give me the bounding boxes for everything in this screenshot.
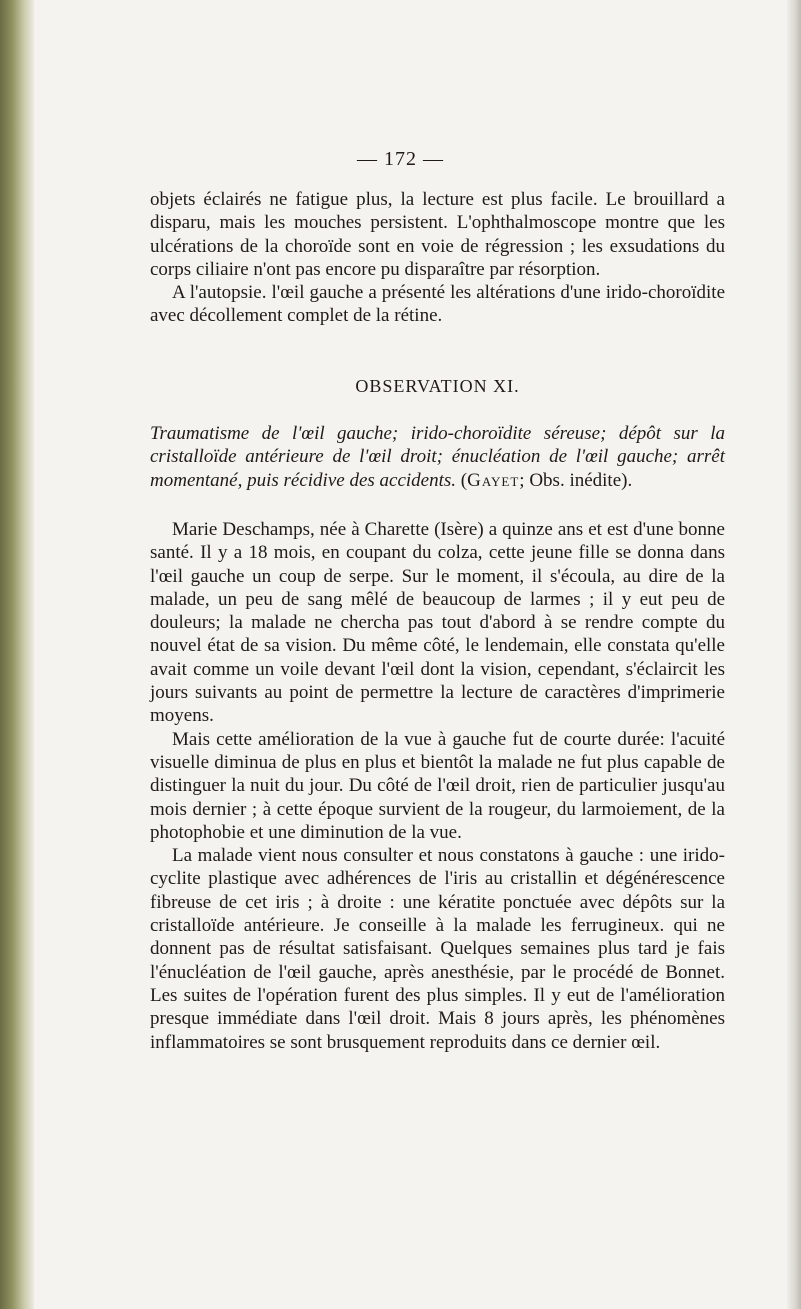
- page-text: [150, 188, 725, 1054]
- intro-paragraph-2: A l'autopsie. l'œil gauche a présenté les altérations d'une irido-choroïdite avec décollement complet de la rétine.: [150, 282, 725, 327]
- page-number: — 172 —: [357, 148, 444, 170]
- body-paragraph-2: Mais cette amélioration de la vue à gauche fut de courte durée: l'acuité visuelle diminua de plus en plus et bientôt la malade ne fut plus capable de distinguer la nuit du jour. Du côté de l'œil droit, rien de particulier jusqu'au mois dernier ; à cette époque survient de la rougeur, du larmoiement, de la photophobie et une diminution de la vue.: [150, 728, 725, 843]
- book-spine-shadow: [0, 0, 34, 1309]
- observation-summary: [150, 422, 725, 492]
- body-paragraph-1: Marie Deschamps, née à Charette (Isère) a quinze ans et est d'une bonne santé. Il y a 18 mois, en coupant du colza, cette jeune fille se donna dans l'œil gauche un coup de serpe. Sur le moment, il s'écoula, au dire de la malade, un peu de sang mêlé de beaucoup de larmes ; il y eut peu de douleurs; la malade ne chercha pas tout d'abord à se rendre compte du nouvel état de sa vision. Du même côté, le lendemain, elle constata qu'elle avait comme un voile devant l'œil dont la vision, cependant, s'éclaircit les jours suivants au point de permettre la lecture de caractères d'imprimerie moyens.: [150, 518, 725, 727]
- intro-paragraph-1: objets éclairés ne fatigue plus, la lecture est plus facile. Le brouillard a disparu, mais les mouches persistent. L'ophthalmoscope montre que les ulcérations de la choroïde sont en voie de régression ; les exsudations du corps ciliaire n'ont pas encore pu disparaître par résorption.: [150, 189, 725, 280]
- summary-source-open: (: [456, 469, 468, 491]
- summary-source-name: Gayet: [467, 469, 520, 491]
- spacer: [150, 492, 725, 518]
- page-edge: [787, 0, 801, 1309]
- summary-source-rest: ; Obs. inédite).: [519, 469, 633, 491]
- body-paragraph-3: La malade vient nous consulter et nous constatons à gauche : une irido-cyclite plastique avec adhérences de l'iris au cristallin et dégénérescence fibreuse de cet iris ; à droite : une kératite ponctuée avec dépôts sur la cristalloïde antérieure. Je conseille à la malade les ferrugineux. qui ne donnent pas de résultat satisfaisant. Quelques semaines plus tard je fais l'énucléation de l'œil gauche, après anesthésie, par le procédé de Bonnet. Les suites de l'opération furent des plus simples. Il y eut de l'amélioration presque immédiate dans l'œil droit. Mais 8 jours après, les phénomènes inflammatoires se sont brusquement reproduits dans ce dernier œil.: [150, 845, 725, 1053]
- summary-text: Traumatisme de l'œil gauche; irido-choroïdite séreuse; dépôt sur la cristalloïde antérieure de l'œil droit; énucléation de l'œil gauche; arrêt momentané, puis récidive des accidents.: [150, 423, 725, 491]
- observation-title: OBSERVATION XI.: [355, 375, 520, 396]
